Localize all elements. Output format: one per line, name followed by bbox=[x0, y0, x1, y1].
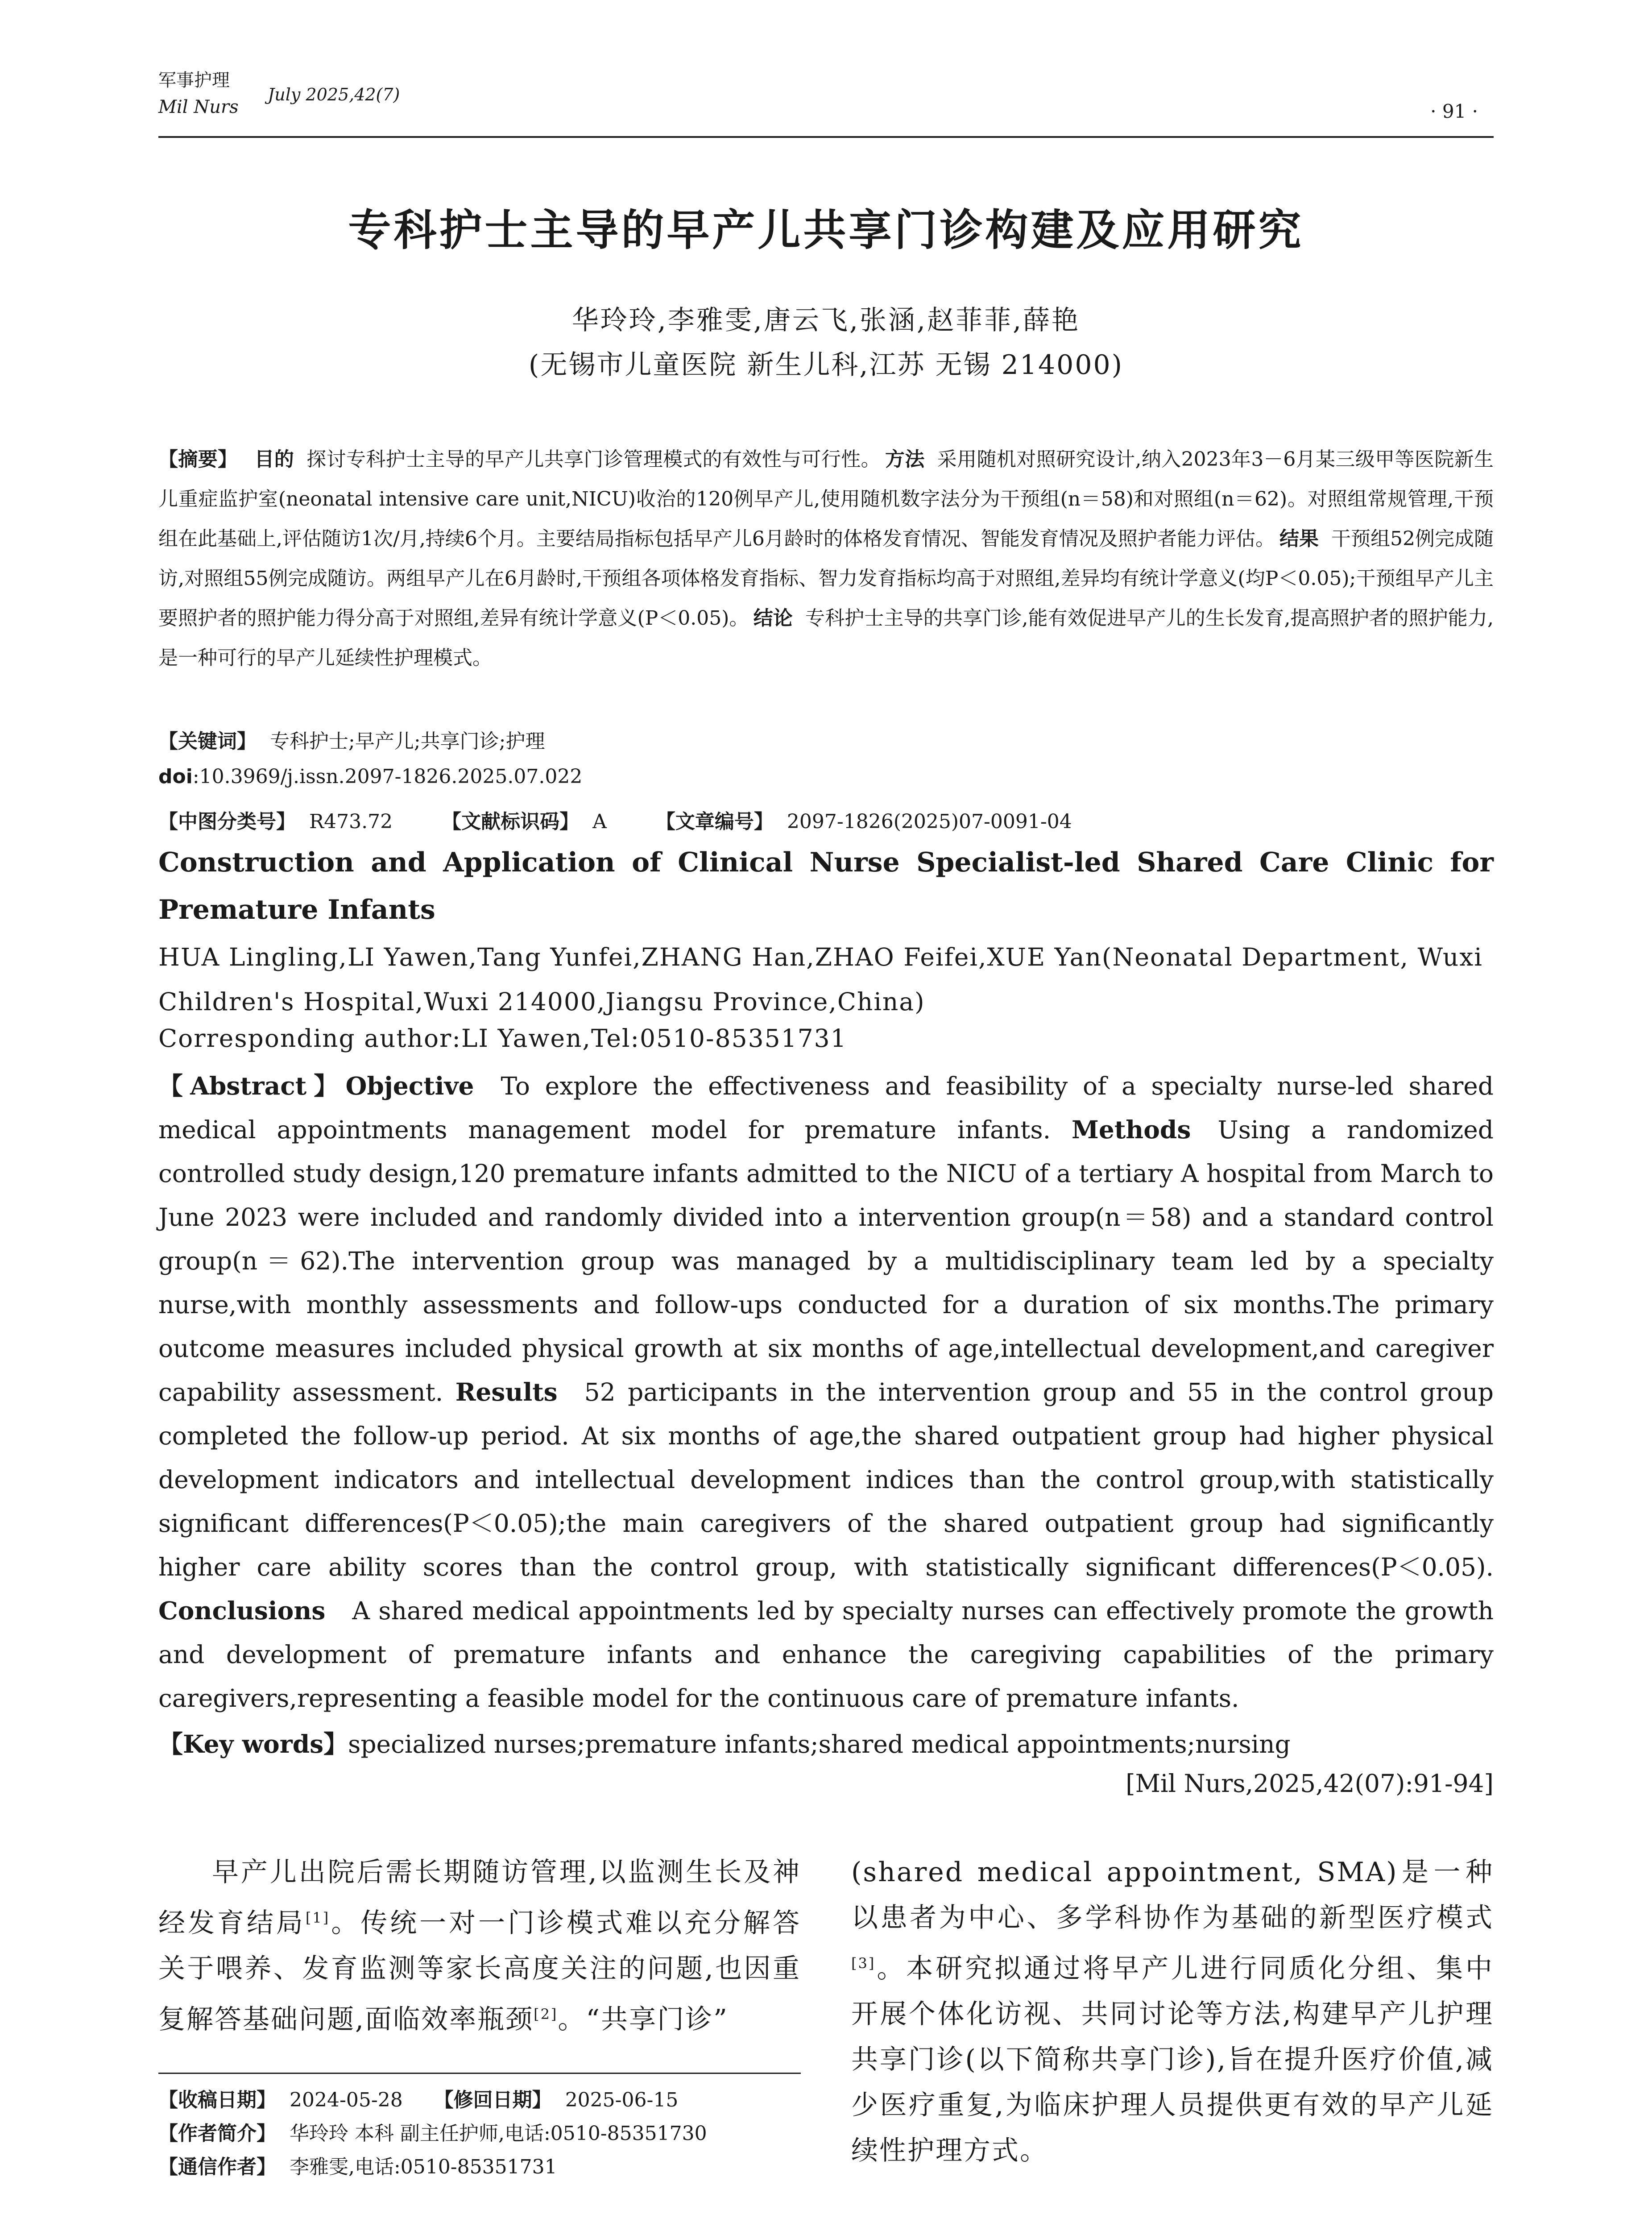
methods-en-label: Methods bbox=[1071, 1115, 1191, 1144]
received-label: 【收稿日期】 bbox=[158, 2089, 276, 2111]
doi-label: doi bbox=[158, 765, 193, 788]
authors-cn: 华玲玲,李雅雯,唐云飞,张涵,赵菲菲,薛艳 bbox=[571, 305, 1081, 336]
doc-code-label: 【文献标识码】 bbox=[442, 810, 580, 833]
keywords-en-text: specialized nurses;premature infants;shared medical appointments;nursing bbox=[348, 1730, 1291, 1758]
classification-line bbox=[158, 805, 1494, 834]
doc-code-value: A bbox=[592, 810, 607, 833]
abstract-en-label: 【Abstract】 bbox=[158, 1071, 346, 1100]
affiliation-cn: (无锡市儿童医院 新生儿科,江苏 无锡 214000) bbox=[528, 349, 1124, 381]
corresponding-label: 【通信作者】 bbox=[158, 2156, 276, 2178]
body-text: 早产儿出院后需长期随访管理,以监测生长及神经发育结局 bbox=[158, 1857, 801, 1939]
objective-cn-label: 目的 bbox=[254, 448, 294, 471]
keywords-cn-label: 【关键词】 bbox=[158, 730, 257, 753]
doi-value: :10.3969/j.issn.2097-1826.2025.07.022 bbox=[192, 765, 583, 788]
conclusions-en-label: Conclusions bbox=[158, 1596, 326, 1625]
conclusion-cn: 专科护士主导的共享门诊,能有效促进早产儿的生长发育,提高照护者的照护能力,是一种可行的早产儿延续性护理模式。 bbox=[158, 607, 1494, 669]
footnote-author bbox=[158, 2117, 801, 2146]
body-text: 。“共享门诊” bbox=[558, 2004, 729, 2035]
corresponding-info: 李雅雯,电话:0510-85351731 bbox=[290, 2156, 557, 2178]
clc-value: R473.72 bbox=[309, 810, 393, 833]
results-en-label: Results bbox=[455, 1377, 558, 1406]
footnote-divider bbox=[158, 2073, 801, 2074]
author-bio-label: 【作者简介】 bbox=[158, 2122, 276, 2145]
methods-cn-label: 方法 bbox=[885, 448, 925, 471]
abstract-cn bbox=[158, 440, 1494, 678]
keywords-en-label: 【Key words】 bbox=[158, 1729, 348, 1758]
keywords-cn bbox=[158, 725, 1494, 754]
header-divider bbox=[158, 136, 1494, 138]
body-text: 。本研究拟通过将早产儿进行同质化分组、集中开展个体化访视、共同讨论等方法,构建早产儿护理共享门诊(以下简称共享门诊),旨在提升医疗价值,减少医疗重复,为临床护理人员提供更有效的早产儿延续性护理方式。 bbox=[851, 1953, 1494, 2166]
keywords-en bbox=[158, 1725, 1291, 1760]
methods-cn: 采用随机对照研究设计,纳入2023年3－6月某三级甲等医院新生儿重症监护室(neonatal intensive care unit,NICU)收治的120例早产儿,使用随机数字法分为干预组(n＝58)和对照组(n＝62)。对照组常规管理,干预组在此基础上,评估随访1次/月,持续6个月。主要结局指标包括早产儿6月龄时的体格发育情况、智能发育情况及照护者能力评估。 bbox=[158, 448, 1494, 550]
footnote-dates bbox=[158, 2084, 801, 2112]
authors-en: HUA Lingling,LI Yawen,Tang Yunfei,ZHANG Han,ZHAO Feifei,XUE Yan(Neonatal Department, Wuxi Children's Hospital,Wuxi 214000,Jiangsu Province,China) bbox=[158, 943, 1483, 1016]
author-bio: 华玲玲 本科 副主任护师,电话:0510-85351730 bbox=[290, 2122, 707, 2145]
corresponding-author: Corresponding author:LI Yawen,Tel:0510-85351731 bbox=[158, 1024, 847, 1053]
body-left-column bbox=[158, 1849, 801, 2042]
objective-en-label: Objective bbox=[345, 1071, 474, 1100]
body-right-column bbox=[851, 1849, 1494, 2173]
clc-label: 【中图分类号】 bbox=[158, 810, 296, 833]
abstract-en bbox=[158, 1064, 1494, 1720]
results-cn: 干预组52例完成随访,对照组55例完成随访。两组早产儿在6月龄时,干预组各项体格发育指标、智力发育指标均高于对照组,差异均有统计学意义(均P＜0.05);干预组早产儿主要照护者的照护能力得分高于对照组,差异有统计学意义(P＜0.05)。 bbox=[158, 527, 1494, 630]
body-text: (shared medical appointment, SMA)是一种以患者为中心、多学科协作为基础的新型医疗模式 bbox=[851, 1857, 1494, 1933]
body-text: 。传统一对一门诊模式难以充分解答关于喂养、发育监测等家长高度关注的问题,也因重复解答基础问题,面临效率瓶颈 bbox=[158, 1908, 801, 2035]
page-number: · 91 · bbox=[1430, 100, 1478, 122]
revised-label: 【修回日期】 bbox=[434, 2089, 552, 2111]
objective-en: To explore the effectiveness and feasibility of a specialty nurse-led shared medical appointments management model for premature infants. bbox=[158, 1072, 1494, 1144]
reference-marker[interactable]: [1] bbox=[305, 1909, 330, 1926]
article-title-cn: 专科护士主导的早产儿共享门诊构建及应用研究 bbox=[348, 205, 1304, 255]
doi-line bbox=[158, 765, 1494, 788]
conclusion-cn-label: 结论 bbox=[753, 607, 793, 630]
journal-name bbox=[158, 67, 239, 120]
article-number-label: 【文章编号】 bbox=[655, 810, 774, 833]
journal-name-cn: 军事护理 bbox=[158, 70, 230, 91]
results-cn-label: 结果 bbox=[1279, 527, 1319, 550]
revised-date: 2025-06-15 bbox=[565, 2089, 679, 2111]
issue-info: July 2025,42(7) bbox=[268, 85, 400, 104]
citation: [Mil Nurs,2025,42(07):91-94] bbox=[1126, 1769, 1494, 1798]
methods-en: Using a randomized controlled study design,120 premature infants admitted to the NICU of a tertiary A hospital from March to June 2023 were included and randomly divided into a intervention group(n＝58) and a standard control group(n＝62).The intervention group was managed by a multidisciplinary team led by a specialty nurse,with monthly assessments and follow-ups conducted for a duration of six months.The primary outcome measures included physical growth at six months of age,intellectual development,and caregiver capability assessment. bbox=[158, 1116, 1494, 1406]
reference-marker[interactable]: [3] bbox=[851, 1955, 876, 1972]
article-title-en: Construction and Application of Clinical Nurse Specialist-led Shared Care Clinic for Premature Infants bbox=[158, 847, 1494, 925]
received-date: 2024-05-28 bbox=[290, 2089, 403, 2111]
conclusions-en: A shared medical appointments led by specialty nurses can effectively promote the growth and development of premature infants and enhance the caregiving capabilities of the primary caregivers,representing a feasible model for the continuous care of premature infants. bbox=[158, 1597, 1494, 1713]
reference-marker[interactable]: [2] bbox=[534, 2006, 558, 2023]
footnote-corresponding bbox=[158, 2151, 801, 2179]
results-en: 52 participants in the intervention group and 55 in the control group completed the follow-up period. At six months of age,the shared outpatient group had higher physical development indicators and intellectual development indices than the control group,with statistically significant differences(P＜0.05);the main caregivers of the shared outpatient group had significantly higher care ability scores than the control group, with statistically significant differences(P＜0.05). bbox=[158, 1378, 1494, 1581]
keywords-cn-text: 专科护士;早产儿;共享门诊;护理 bbox=[270, 730, 545, 753]
article-number-value: 2097-1826(2025)07-0091-04 bbox=[787, 810, 1072, 833]
abstract-cn-label: 【摘要】 bbox=[158, 448, 238, 471]
journal-name-en: Mil Nurs bbox=[158, 97, 239, 117]
objective-cn: 探讨专科护士主导的早产儿共享门诊管理模式的有效性与可行性。 bbox=[306, 448, 881, 471]
